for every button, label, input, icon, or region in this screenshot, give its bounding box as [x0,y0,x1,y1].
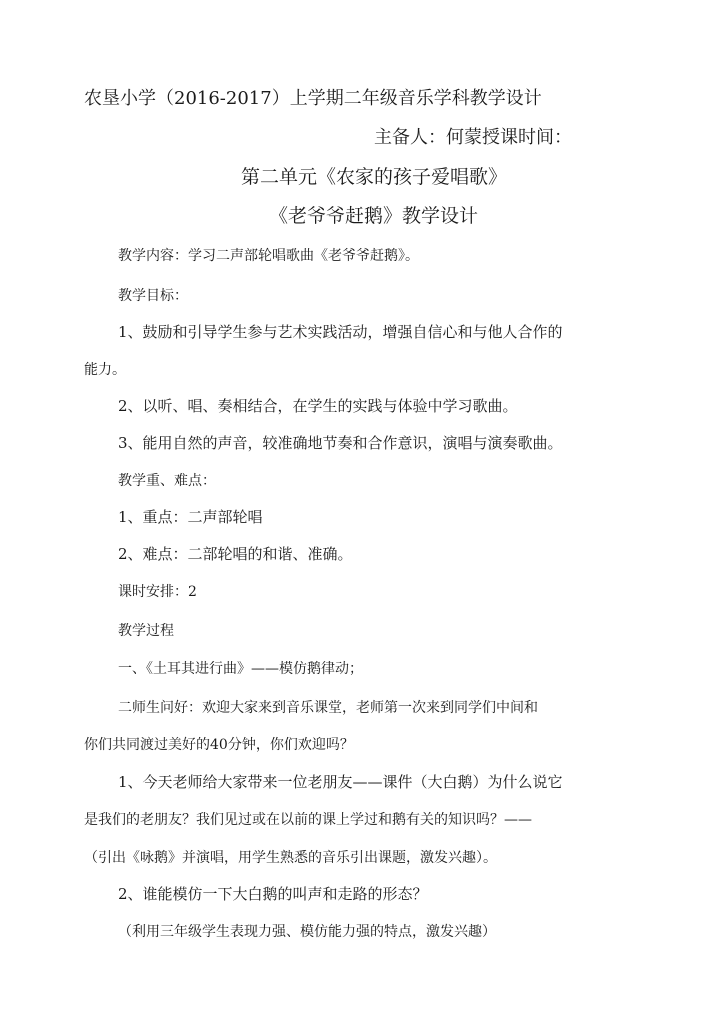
school-header: 农垦小学（2016-2017）上学期二年级音乐学科教学设计 [84,88,542,109]
key-point-1: 1、重点：二声部轮唱 [118,508,263,526]
greeting-line-2: 你们共同渡过美好的40分钟，你们欢迎吗？ [84,737,354,753]
goals-heading: 教学目标： [118,288,188,304]
key-point-2: 2、难点：二部轮唱的和谐、准确。 [118,545,353,563]
question-2-note: （利用三年级学生表现力强、模仿能力强的特点，激发兴趣） [118,924,496,940]
author-line: 主备人：何蒙授课时间： [374,127,572,148]
lesson-title: 《老爷爷赶鹅》教学设计 [269,205,479,227]
goal-3: 3、能用自然的声音，较准确地节奏和合作意识，演唱与演奏歌曲。 [118,434,563,452]
question-1-line-1: 1、今天老师给大家带来一位老朋友——课件（大白鹅）为什么说它 [118,773,563,791]
goal-1-continued: 能力。 [84,362,126,378]
step-1: 一、《土耳其进行曲》——模仿鹅律动； [118,661,363,677]
greeting-line-1: 二师生问好：欢迎大家来到音乐课堂，老师第一次来到同学们中间和 [118,700,538,716]
question-1-line-2: 是我们的老朋友？我们见过或在以前的课上学过和鹅有关的知识吗？—— [84,812,532,828]
question-1-line-3: （引出《咏鹅》并演唱，用学生熟悉的音乐引出课题，激发兴趣）。 [84,850,497,866]
goal-1: 1、鼓励和引导学生参与艺术实践活动，增强自信心和与他人合作的 [118,323,563,341]
teaching-content: 教学内容：学习二声部轮唱歌曲《老爷爷赶鹅》。 [118,248,419,264]
class-hours: 课时安排：2 [118,584,197,600]
process-heading: 教学过程 [118,623,174,639]
question-2: 2、谁能模仿一下大白鹅的叫声和走路的形态？ [118,885,428,903]
unit-title: 第二单元《农家的孩子爱唱歌》 [241,166,508,188]
key-points-heading: 教学重、难点： [118,473,216,489]
goal-2: 2、以听、唱、奏相结合，在学生的实践与体验中学习歌曲。 [118,397,518,415]
